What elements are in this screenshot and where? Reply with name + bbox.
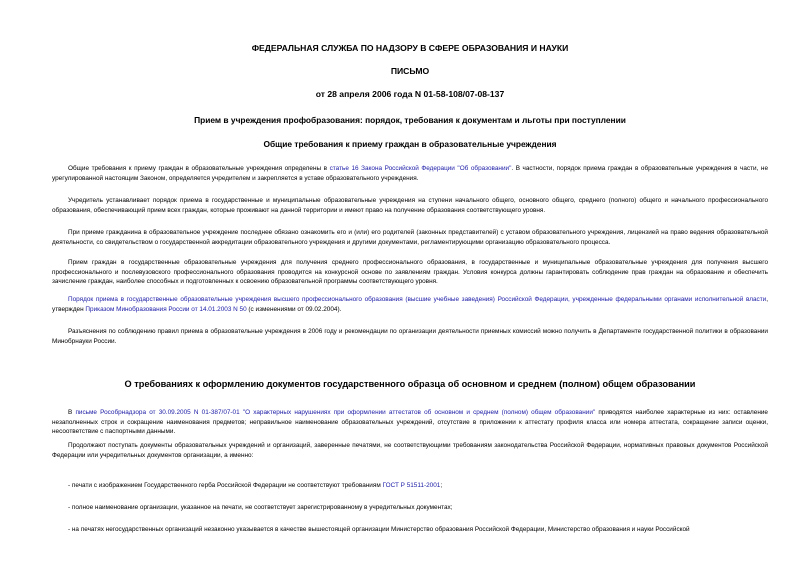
list-item-text: ; <box>440 482 443 489</box>
list-item-text: - печати с изображением Государственного герба Российской Федерации не соответствуют требованиям <box>68 482 383 489</box>
section-title-general-requirements: Общие требования к приему граждан в образовательные учреждения <box>263 139 557 149</box>
paragraph: Учредитель устанавливает порядок приема в государственные и муниципальные образовательные учреждения на ступени начального общего, основного общего, среднего (полного) общего и начального профессионального образования, обеспечивающий прием всех граждан, которые проживают на данной территории и имеют право на получение образования соответствующего уровня. <box>52 197 768 214</box>
law-article-link[interactable]: статье 16 Закона Российской Федерации "Об образовании" <box>329 165 512 172</box>
agency-name: ФЕДЕРАЛЬНАЯ СЛУЖБА ПО НАДЗОРУ В СФЕРЕ ОБРАЗОВАНИЯ И НАУКИ <box>251 43 569 53</box>
paragraph <box>52 164 768 183</box>
admission-procedure-link[interactable]: Порядок приема в государственные образовательные учреждения высшего профессионального образования (высшие учебные заведения) Российской Федерации, учрежденные федеральными органами исполнительной власти <box>68 296 767 303</box>
paragraph: Прием граждан в государственные образовательные учреждения для получения среднего профессионального образования, в государственные и муниципальные образовательные учреждения для получения высшего профессионального и послевузовского профессионального образования проводится на конкурсной основе по заявлениям граждан. Условия конкурса должны гарантировать соблюдение прав граждан на образование и обеспечить зачисление граждан, наиболее способных и подготовленных к освоению образовательной программы соответствующего уровня. <box>52 259 768 286</box>
list-item <box>52 481 768 491</box>
list-item: - полное наименование организации, указанное на печати, не соответствует зарегистрированному в учредительных документах; <box>68 504 453 511</box>
gost-link[interactable]: ГОСТ Р 51511-2001 <box>382 482 441 489</box>
paragraph <box>52 295 768 314</box>
section-title-documents: О требованиях к оформлению документов государственного образца об основном и среднем (полном) общем образовании <box>124 379 696 389</box>
paragraph <box>52 408 768 437</box>
rosobrnadzor-letter-link[interactable]: письме Рособрнадзора от 30.09.2005 N 01-387/07-01 "О характерных нарушениях при оформлении аттестатов об основном и среднем (полном) общем образовании" <box>75 409 596 416</box>
paragraph-text: . В частности, порядок приема граждан в образовательные учреждения в части, не урегулированной настоящим Законом, определяется учредителем и закрепляется в уставе образовательного учреждения. <box>52 165 769 182</box>
paragraph-text: , утвержден <box>52 296 768 313</box>
document-type: ПИСЬМО <box>390 66 430 76</box>
paragraph: Разъяснения по соблюдению правил приема в образовательные учреждения в 2006 году и рекомендации по организации деятельности приемных комиссий можно получить в Департаменте государственной политики в образовании Минобрнауки России. <box>52 328 768 345</box>
paragraph-text: (с изменениями от 09.02.2004). <box>246 305 342 313</box>
ministry-order-link[interactable]: Приказом Минобразования России от 14.01.2003 N 50 <box>85 305 247 313</box>
document-date-number: от 28 апреля 2006 года N 01-58-108/07-08-137 <box>315 89 505 99</box>
paragraph-text: Общие требования к приему граждан в образовательные учреждения определены в <box>68 165 330 172</box>
paragraph: При приеме гражданина в образовательное учреждение последнее обязано ознакомить его и (или) его родителей (законных представителей) с уставом образовательного учреждения, лицензией на право ведения образовательной деятельности, со свидетельством о государственной аккредитации образовательного учреждения и другими документами, регламентирующими организацию образовательного процесса. <box>52 229 768 246</box>
paragraph-text: приводятся наиболее характерные из них: оставление незаполненных строк и сокращение наименования предметов; неправильное наименование образовательных учреждений, отсутствие в приложении к аттестату профиля класса или номера аттестата, сокращение записи оценки, несоответствие с паспортными данными. <box>52 409 768 436</box>
paragraph: Продолжают поступать документы образовательных учреждений и организаций, заверенные печатями, не соответствующими требованиям законодательства Российской Федерации, нормативных правовых документов Российской Федерации или учредительных документов организации, а именно: <box>52 442 768 459</box>
list-item: - на печатях негосударственных организаций незаконно указывается в качестве вышестоящей организации Министерство образования Российской Федерации, Министерство образования и науки Российской <box>68 526 690 533</box>
document-subject: Прием в учреждения профобразования: порядок, требования к документам и льготы при поступлении <box>194 115 626 125</box>
paragraph-text: В <box>68 409 76 416</box>
